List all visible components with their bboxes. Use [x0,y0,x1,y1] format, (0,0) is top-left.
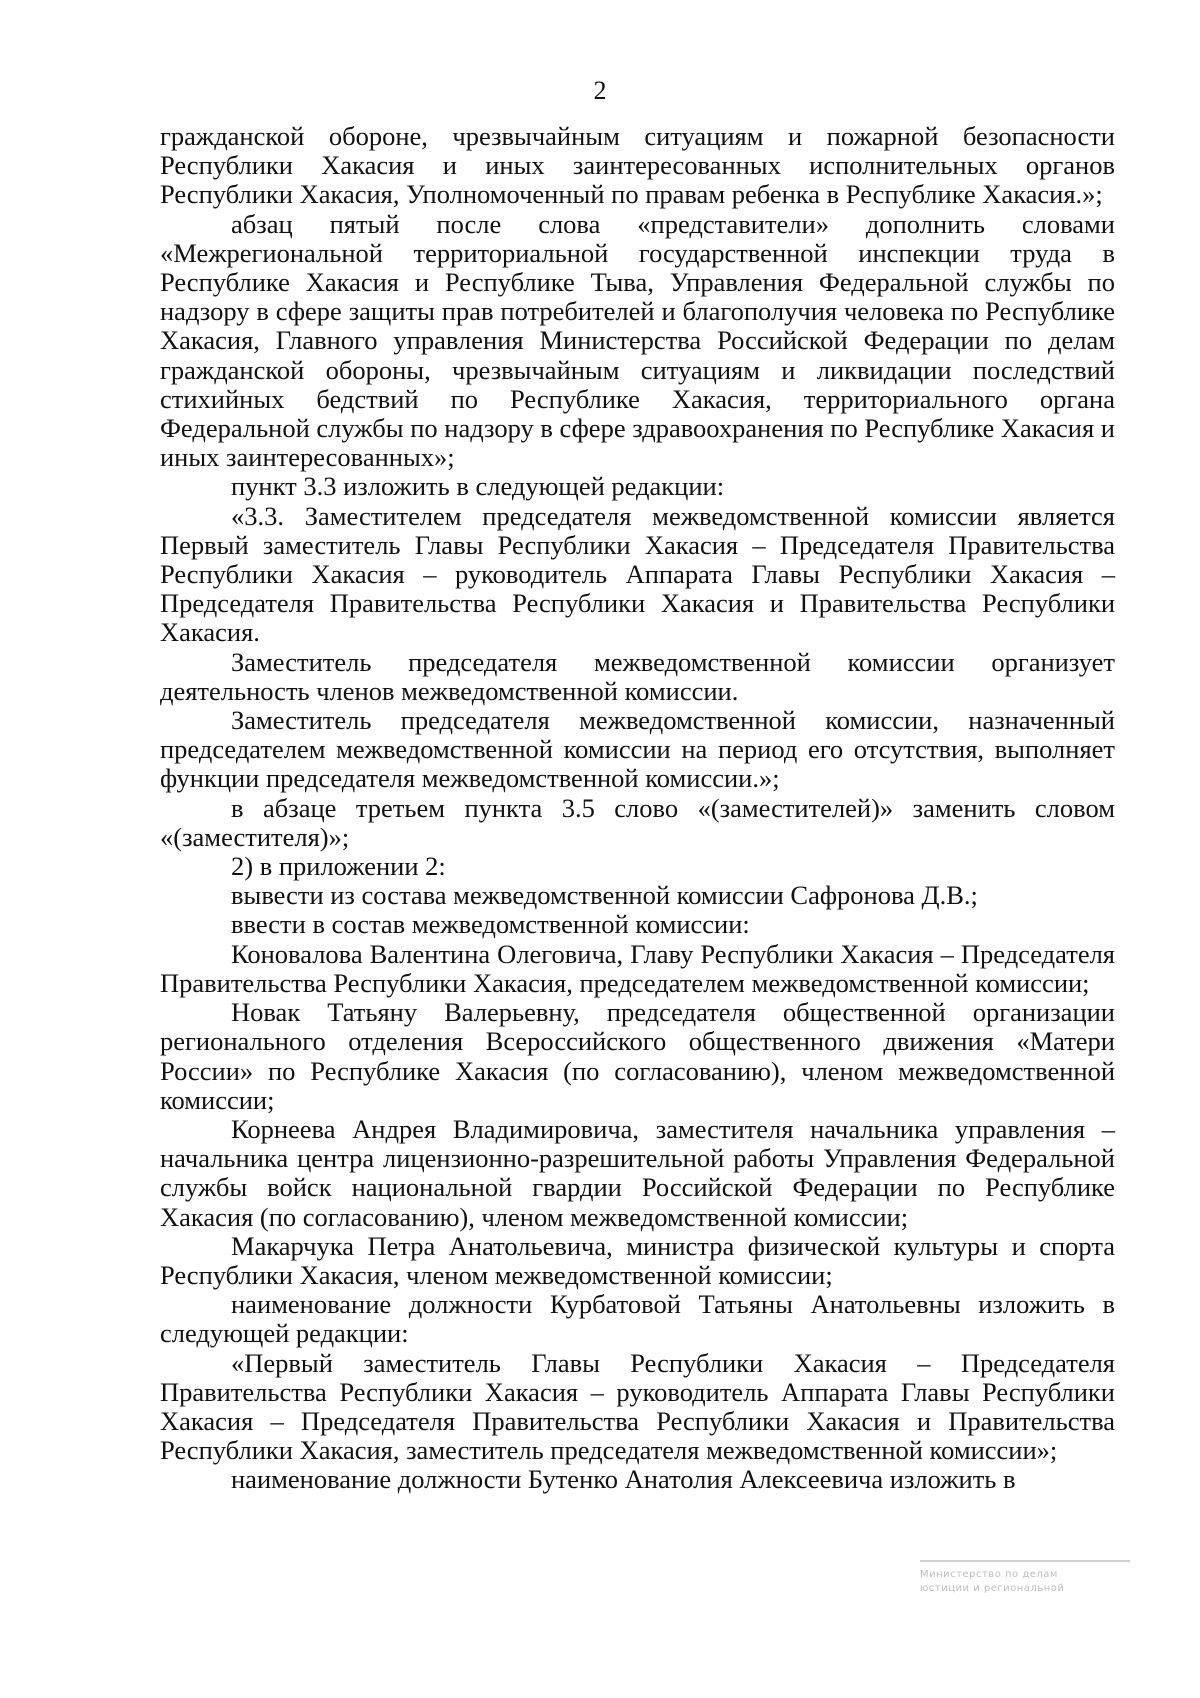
paragraph: ввести в состав межведомственной комиссии: [231,909,750,940]
paragraph: пункт 3.3 изложить в следующей редакции: [231,471,725,502]
paragraph-last: наименование должности Бутенко Анатолия Алексеевича изложить в [231,1464,1016,1495]
paragraph: «Первый заместитель Главы Республики Хакасия – Председателя Правительства Республики Хакасия – руководитель Аппарата Главы Республики Хакасия – Председателя Правительства Республики Хакасия и Правительства Республики Хакасия, заместитель председателя межведомственной комиссии»; [160,1347,1115,1466]
stamp-line-2: юстиции и региональной [920,1583,1065,1594]
paragraph: 2) в приложении 2: [231,851,446,882]
paragraph: Макарчука Петра Анатольевича, министра физической культуры и спорта Республики Хакасия, членом межведомственной комиссии; [160,1230,1115,1290]
paragraph: абзац пятый после слова «представители» дополнить словами «Межрегиональной территориальной государственной инспекции труда в Республике Хакасия и Республике Тыва, Управления Федеральной службы по надзору в сфере защиты прав потребителей и благополучия человека по Республике Хакасия, Главного управления Министерства Российской Федерации по делам гражданской обороны, чрезвычайным ситуациям и ликвидации последствий стихийных бедствий по Республике Хакасия, территориального органа Федеральной службы по надзору в сфере здравоохранения по Республике Хакасия и иных заинтересованных»; [160,208,1115,473]
document-body [160,122,1115,1495]
paragraph: вывести из состава межведомственной комиссии Сафронова Д.В.; [231,880,978,911]
paragraph: Корнеева Андрея Владимировича, заместителя начальника управления – начальника центра лицензионно-разрешительной работы Управления Федеральной службы войск национальной гвардии Российской Федерации по Республике Хакасия (по согласованию), членом межведомственной комиссии; [160,1113,1115,1232]
paragraph: Заместитель председателя межведомственной комиссии, назначенный председателем межведомственной комиссии на период его отсутствия, выполняет функции председателя межведомственной комиссии.»; [160,705,1115,794]
paragraph: Новак Татьяну Валерьевну, председателя общественной организации регионального отделения Всероссийского общественного движения «Матери России» по Республике Хакасия (по согласованию), членом межведомственной комиссии; [160,997,1115,1115]
paragraph: в абзаце третьем пункта 3.5 слово «(заместителей)» заменить словом «(заместителя)»; [160,792,1115,852]
paragraph: Коновалова Валентина Олеговича, Главу Республики Хакасия – Председателя Правительства Республики Хакасия, председателем межведомственной комиссии; [160,938,1115,998]
paragraph: Заместитель председателя межведомственной комиссии организует деятельность членов межведомственной комиссии. [160,646,1115,706]
stamp-rule [920,1560,1130,1562]
registration-stamp [920,1560,1130,1630]
paragraph-continuation: гражданской обороне, чрезвычайным ситуациям и пожарной безопасности Республики Хакасия и иных заинтересованных исполнительных органов Республики Хакасия, Уполномоченный по правам ребенка в Республике Хакасия.»; [160,121,1115,210]
page-number: 2 [593,76,607,105]
stamp-line-1: Министерство по делам [920,1569,1058,1580]
paragraph: «3.3. Заместителем председателя межведомственной комиссии является Первый заместитель Главы Республики Хакасия – Председателя Правительства Республики Хакасия – руководитель Аппарата Главы Республики Хакасия – Председателя Правительства Республики Хакасия и Правительства Республики Хакасия. [160,500,1115,648]
paragraph: наименование должности Курбатовой Татьяны Анатольевны изложить в следующей редакции: [160,1289,1115,1349]
